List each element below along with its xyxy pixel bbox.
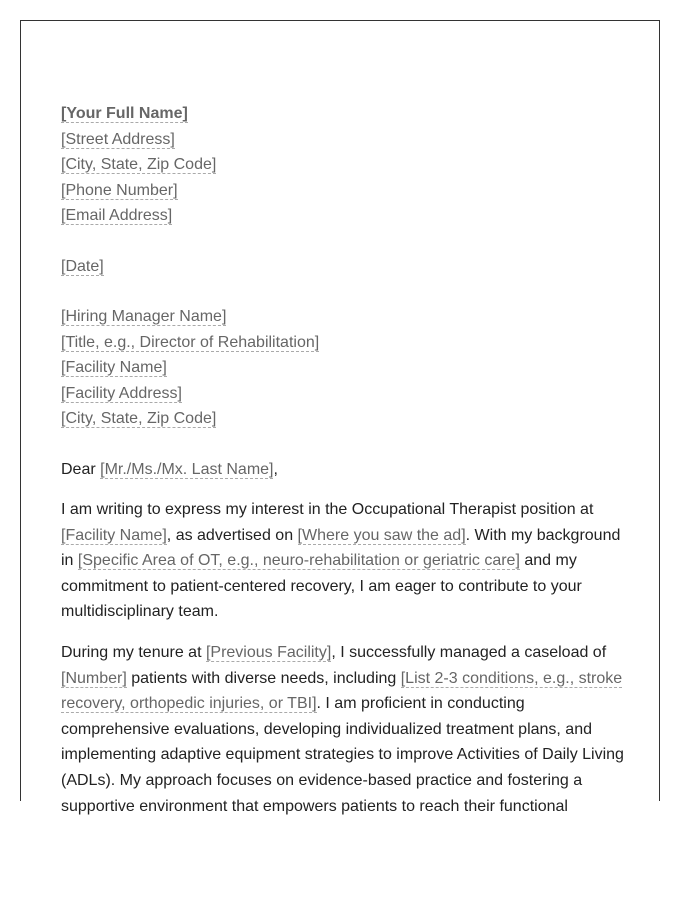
para2-text-4: . I am proficient in conducting comprehensive evaluations, developing individualized treatment plans, and implementing adaptive equipment strategies to improve Activities of Daily Living (ADLs). My approach focuses on evidence-based practice and fostering a supportive environment that empowers patients to reach their functional	[61, 695, 624, 815]
para2-previous-facility-placeholder[interactable]: [Previous Facility]	[205, 644, 332, 662]
salutation-prefix: Dear	[61, 460, 101, 478]
para2-text-1: During my tenure at	[61, 644, 206, 662]
letter-content	[61, 101, 626, 834]
recipient-city[interactable]: [City, State, Zip Code]	[61, 410, 217, 427]
recipient-address[interactable]: [Facility Address]	[61, 384, 182, 402]
para2-number-placeholder[interactable]: [Number]	[61, 669, 127, 687]
para1-text-2: , as advertised on	[166, 526, 298, 544]
sender-block	[61, 101, 626, 229]
sender-name[interactable]: [Your Full Name]	[61, 105, 188, 122]
date-block	[61, 254, 626, 280]
sender-city[interactable]: [City, State, Zip Code]	[61, 156, 217, 173]
recipient-name[interactable]: [Hiring Manager Name]	[61, 308, 227, 325]
sender-email[interactable]: [Email Address]	[61, 207, 173, 224]
para1-ad-source-placeholder[interactable]: [Where you saw the ad]	[297, 526, 466, 544]
salutation	[61, 457, 626, 483]
recipient-facility[interactable]: [Facility Name]	[61, 359, 167, 376]
letter-page	[20, 20, 660, 815]
salutation-name[interactable]: [Mr./Ms./Mx. Last Name]	[100, 460, 274, 478]
para1-specialty-placeholder[interactable]: [Specific Area of OT, e.g., neuro-rehabilitation or geriatric care]	[77, 552, 520, 570]
paragraph-intro	[61, 497, 626, 625]
sender-phone[interactable]: [Phone Number]	[61, 181, 178, 199]
para1-text-1: I am writing to express my interest in the Occupational Therapist position at	[61, 501, 594, 519]
para2-text-3: patients with diverse needs, including	[126, 669, 401, 687]
paragraph-experience	[61, 640, 626, 819]
salutation-suffix: ,	[273, 460, 278, 478]
recipient-block	[61, 304, 626, 432]
para1-text-4: and my commitment to patient-centered recovery, I am eager to contribute to your multidisciplinary team.	[61, 552, 582, 621]
recipient-title[interactable]: [Title, e.g., Director of Rehabilitation]	[61, 333, 320, 351]
para1-text-3: . With my background in	[61, 526, 621, 570]
sender-street[interactable]: [Street Address]	[61, 130, 175, 148]
letter-date[interactable]: [Date]	[61, 257, 104, 275]
para1-facility-placeholder[interactable]: [Facility Name]	[61, 526, 167, 544]
para2-text-2: , I successfully managed a caseload of	[331, 644, 607, 662]
para2-conditions-placeholder[interactable]: [List 2-3 conditions, e.g., stroke recovery, orthopedic injuries, or TBI]	[61, 669, 623, 713]
